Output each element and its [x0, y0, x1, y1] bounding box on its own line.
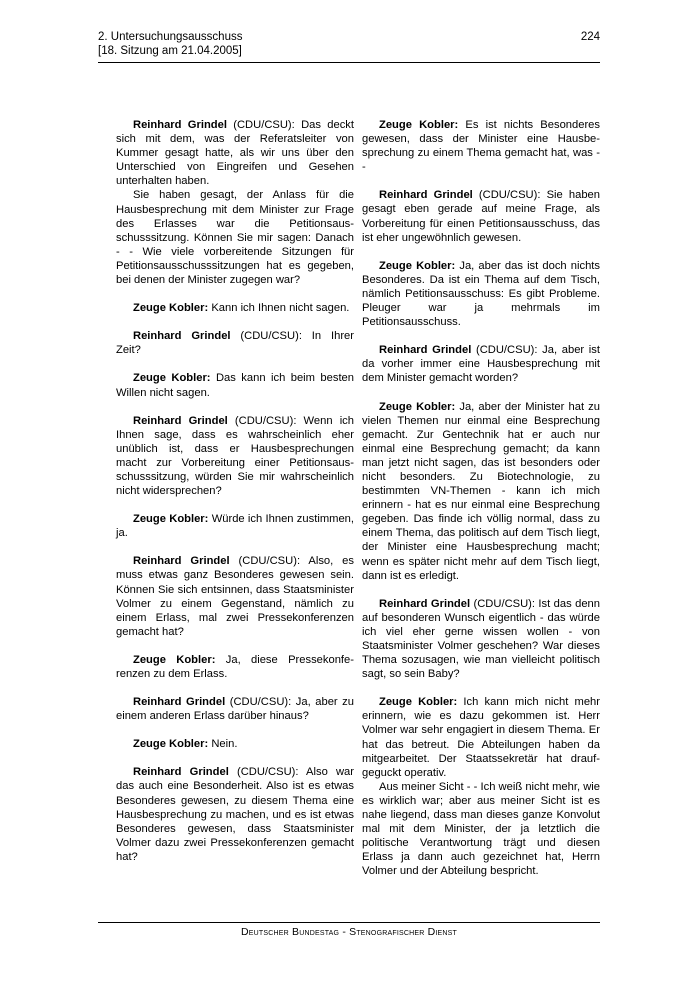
transcript-paragraph	[116, 118, 354, 188]
page-header	[98, 30, 600, 58]
paragraph-text: (CDU/CSU): Also, es muss etwas ganz Besonderes gewesen sein. Können Sie sich entsinnen, dass Staatsminister Volmer zu einem Gegenstand, nämlich zu einem Erlass, mal zwei Pressekonferenzen gemacht hat?	[116, 555, 354, 638]
paragraph-text: (CDU/CSU): Ja, aber ist da vorher immer eine Hausbesprechung mit dem Minister gemacht worden?	[362, 344, 600, 385]
paragraph-text: (CDU/CSU): In Ihrer Zeit?	[116, 330, 355, 357]
speaker-name: Reinhard Grindel	[379, 344, 472, 357]
speaker-name: Zeuge Kobler:	[379, 400, 456, 413]
right-column	[362, 118, 600, 893]
speaker-name: Reinhard Grindel	[379, 189, 473, 202]
transcript-paragraph	[116, 765, 354, 864]
footer-divider	[98, 922, 600, 923]
page-footer: Deutscher Bundestag - Stenografischer Dienst	[241, 926, 457, 938]
speaker-name: Reinhard Grindel	[133, 555, 230, 568]
speaker-name: Reinhard Grindel	[133, 414, 228, 427]
speaker-name: Zeuge Kobler:	[133, 372, 211, 385]
transcript-paragraph	[362, 400, 600, 583]
transcript-paragraph	[116, 512, 354, 540]
page-number: 224	[580, 31, 600, 43]
paragraph-text: (CDU/CSU): Das deckt sich mit dem, was der Referatsleiter von Kummer gesagt hatte, als wir uns über den Unterschied von Eingreifen und Gesehen unterhalten haben.	[116, 119, 354, 188]
paragraph-text: (CDU/CSU): Ist das denn auf besonderen Wunsch eigentlich - das würde ich viel eher gerne wissen wollen - von Staatsminister Volmer geschehen? War dieses Thema sozusagen, wie man vielleicht politisch sagt, so sein Baby?	[362, 597, 600, 681]
speaker-name: Zeuge Kobler:	[133, 653, 216, 666]
speaker-name: Zeuge Kobler:	[133, 513, 209, 526]
paragraph-text: (CDU/CSU): Also war das auch eine Besonderheit. Also ist es etwas Besonderes gewesen, zu diesem Thema eine Hausbesprechung zu machen, und es ist etwas Besonderes gewesen, dass Staatsminister Volmer dazu zwei Pressekonferenzen gemacht hat?	[116, 766, 354, 863]
committee-title: 2. Untersuchungsausschuss	[98, 31, 243, 43]
speaker-name: Reinhard Grindel	[133, 696, 226, 709]
transcript-paragraph	[116, 737, 354, 751]
paragraph-text: Kann ich Ihnen nicht sagen.	[208, 302, 350, 315]
speaker-name: Reinhard Grindel	[133, 119, 227, 131]
transcript-paragraph	[116, 329, 354, 357]
speaker-name: Reinhard Grindel	[133, 766, 229, 779]
transcript-paragraph	[362, 695, 600, 780]
paragraph-text: Ja, aber das ist doch nichts Besonderes. Da ist ein Thema auf dem Tisch, nämlich Petitionsausschuss: Es gibt Probleme. Pleuger war ja mehrmals im Petitionsausschuss.	[362, 259, 600, 329]
transcript-paragraph	[116, 695, 354, 723]
paragraph-text: Ja, diese Pressekonferenzen zu dem Erlass.	[116, 653, 354, 680]
speaker-name: Reinhard Grindel	[133, 330, 231, 343]
transcript-paragraph	[116, 653, 354, 681]
paragraph-text: (CDU/CSU): Ja, aber zu einem anderen Erlass darüber hinaus?	[116, 696, 354, 723]
paragraph-text: Das kann ich beim besten Willen nicht sagen.	[116, 372, 354, 399]
transcript-paragraph	[362, 118, 600, 174]
speaker-name: Zeuge Kobler:	[379, 259, 456, 272]
transcript-paragraph	[362, 780, 600, 879]
transcript-paragraph	[116, 301, 354, 315]
paragraph-text: Ja, aber der Minister hat zu vielen Themen nur einmal eine Besprechung gemacht. Zur Gentechnik hat er auch nur einmal eine Besprechung gemacht; da kann man jetzt nicht sagen, das ist besonders oder nicht besonders. Zu Biotechnologie, zu bestimmten VN-Themen - kann ich mich erinnern - hat es nur einmal eine Besprechung gegeben. Das finde ich völlig normal, dass zu einem Thema, das politisch auf dem Tisch liegt, der Minister eine Hausbesprechung macht; wenn es später nicht mehr auf dem Tisch liegt, dann ist es erledigt.	[362, 400, 600, 582]
speaker-name: Zeuge Kobler:	[379, 696, 458, 709]
transcript-paragraph	[116, 414, 354, 499]
left-column	[116, 118, 354, 878]
paragraph-text: (CDU/CSU): Sie haben gesagt eben gerade auf meine Frage, als Vorbereitung für einen Petitionsausschuss, das ist eher ungewöhnlich gewesen.	[362, 189, 600, 244]
paragraph-text: Sie haben gesagt, der Anlass für die Hausbesprechung mit dem Minister zur Frage des Erlasses war die Petitionsausschusssitzung. Können Sie mir sagen: Danach - - Wie viele vorbereitende Sitzungen für Petitionsausschusssitzungen hat es gegeben, bei denen der Minister zugegen war?	[116, 189, 354, 287]
transcript-paragraph	[116, 371, 354, 399]
paragraph-text: Aus meiner Sicht - - Ich weiß nicht mehr, wie es wirklich war; aber aus meiner Sicht ist es nahe liegend, dass man dieses ganze Konvolut mal mit dem Minister, der ja letztlich die politische Verantwortung trägt und diesen Erlass ja dann auch gezeichnet hat, Herrn Volmer und der Abteilung bespricht.	[362, 780, 600, 878]
transcript-paragraph	[362, 343, 600, 385]
speaker-name: Zeuge Kobler:	[379, 119, 459, 131]
speaker-name: Zeuge Kobler:	[133, 302, 209, 315]
transcript-paragraph	[362, 259, 600, 329]
paragraph-text: (CDU/CSU): Wenn ich Ihnen sage, dass es wahrscheinlich eher unüblich ist, dass er Hausbesprechungen macht zur Vorbereitung einer Petitionsausschusssitzung, würden Sie mir wahrscheinlich nicht widersprechen?	[116, 414, 354, 498]
paragraph-text: Nein.	[208, 738, 238, 751]
header-divider	[98, 62, 600, 63]
transcript-paragraph	[116, 554, 354, 639]
speaker-name: Reinhard Grindel	[379, 597, 471, 610]
transcript-paragraph	[362, 188, 600, 244]
transcript-paragraph	[362, 597, 600, 682]
paragraph-text: Es ist nichts Besonderes gewesen, dass der Minister eine Hausbesprechung zu einem Thema gemacht hat, was - -	[362, 119, 600, 174]
session-info: [18. Sitzung am 21.04.2005]	[98, 45, 242, 57]
transcript-paragraph	[116, 188, 354, 287]
speaker-name: Zeuge Kobler:	[133, 738, 209, 751]
paragraph-text: Ich kann mich nicht mehr erinnern, wie es dazu gekommen ist. Herr Volmer war sehr engagiert in diesem Thema. Er hat das betreut. Die Abteilungen haben da mitgearbeitet. Der Staatssekretär hat draufgeguckt operativ.	[362, 696, 600, 779]
paragraph-text: Würde ich Ihnen zustimmen, ja.	[116, 513, 355, 540]
